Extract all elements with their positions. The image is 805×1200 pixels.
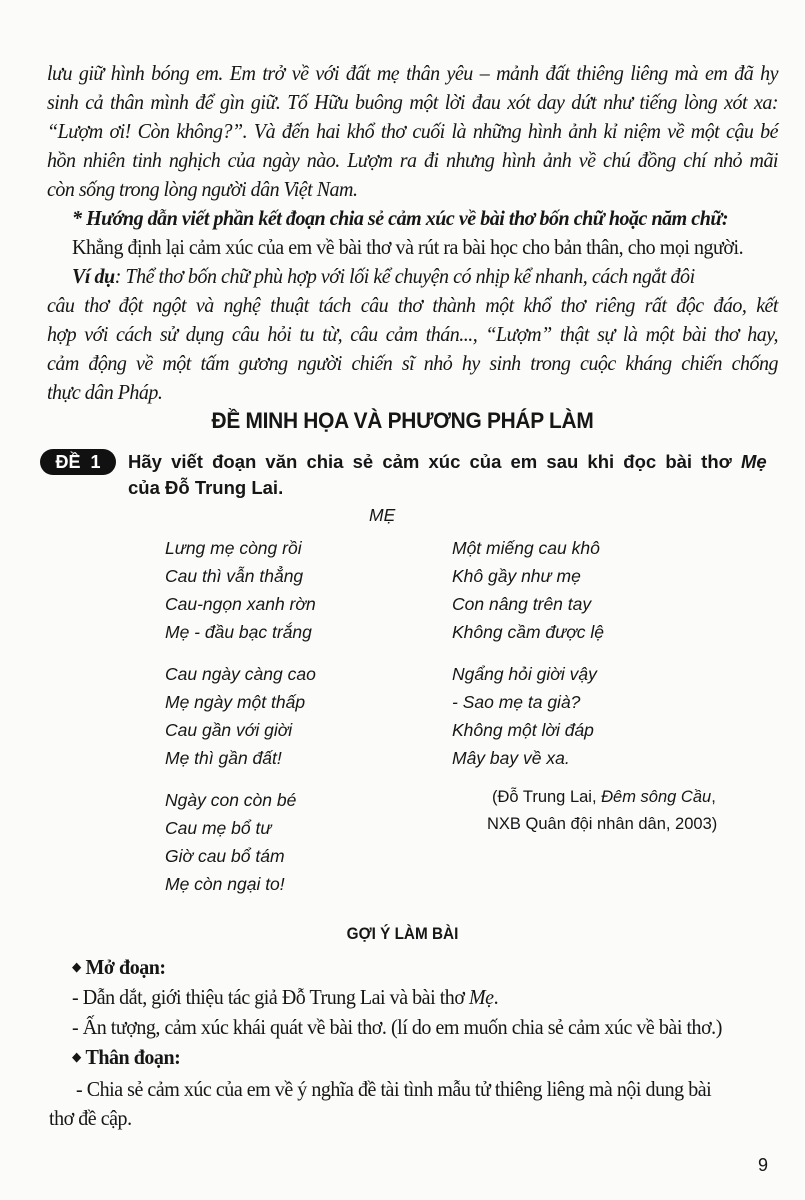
poem-line: Khô gầy như mẹ [452, 566, 581, 586]
example-first-line [72, 262, 695, 291]
poem-line: Cau-ngọn xanh rờn [165, 594, 316, 614]
poem-line: Không một lời đáp [452, 720, 594, 740]
poem-line: Cau ngày càng cao [165, 664, 316, 684]
intro-item-poem-title: Mẹ [468, 985, 494, 1009]
page-number: 9 [758, 1155, 769, 1175]
poem-line: Mẹ thì gần đất! [165, 748, 282, 768]
poem-line: Mẹ ngày một thấp [165, 692, 306, 712]
paragraph-line: sinh cả thân mình để gìn giữ. Tố Hữu buông một lời đau xót day dứt như tiếng lòng xót xa: [47, 90, 778, 114]
intro-heading [72, 953, 166, 984]
example-line: câu thơ đột ngột và nghệ thuật tách câu thơ thành một khổ thơ riêng rất độc đáo, kết [47, 293, 778, 317]
guide-instruction: Khẳng định lại cảm xúc của em về bài thơ và rút ra bài học cho bản thân, cho mọi người. [72, 235, 744, 259]
example-line: thực dân Pháp. [47, 380, 163, 404]
poem-line: Giờ cau bổ tám [165, 846, 285, 866]
poem-line: Không cầm được lệ [452, 622, 605, 642]
example-line: hợp với cách sử dụng câu hỏi tu từ, câu cảm thán..., “Lượm” thật sự là một bài thơ hay, [47, 322, 778, 346]
body-item-line: thơ đề cập. [49, 1106, 132, 1130]
paragraph-line: lưu giữ hình bóng em. Em trở về với đất mẹ thân yêu – mảnh đất thiêng liêng mà em đã hy [47, 61, 778, 85]
body-heading [72, 1043, 180, 1074]
poem-line: Cau mẹ bổ tư [165, 818, 272, 838]
poem-line: Một miếng cau khô [452, 538, 600, 558]
section-title: ĐỀ MINH HỌA VÀ PHƯƠNG PHÁP LÀM [211, 408, 594, 433]
question-text: Hãy viết đoạn văn chia sẻ cảm xúc của em sau khi đọc bài thơ [128, 451, 732, 472]
paragraph-line: còn sống trong lòng người dân Việt Nam. [47, 177, 358, 201]
intro-item [72, 983, 498, 1012]
poem-line: Ngày con còn bé [165, 790, 297, 810]
paragraph-line: hồn nhiên tinh nghịch của ngày nào. Lượm ra đi nhưng hình ảnh về chú đồng chí nhỏ mãi [47, 148, 778, 172]
intro-item-end: . [493, 985, 499, 1009]
badge-number: 1 [90, 451, 101, 472]
guide-heading: * Hướng dẫn viết phần kết đoạn chia sẻ cảm xúc về bài thơ bốn chữ hoặc năm chữ: [72, 206, 729, 230]
poem-line: Mây bay về xa. [452, 748, 570, 768]
source-comma: , [711, 788, 716, 806]
body-heading-text: Thân đoạn: [85, 1045, 181, 1069]
exercise-badge [40, 449, 116, 475]
source-line1 [492, 788, 716, 807]
poem-line: Con nâng trên tay [452, 594, 592, 614]
poem-line: - Sao mẹ ta già? [452, 692, 581, 712]
diamond-bullet-icon: ◆ [72, 1049, 81, 1064]
example-label: Ví dụ [72, 264, 115, 288]
poem-line: Mẹ - đầu bạc trắng [165, 622, 312, 642]
diamond-bullet-icon: ◆ [72, 959, 81, 974]
example-text: : Thể thơ bốn chữ phù hợp với lối kể chuyện có nhịp kể nhanh, cách ngắt đôi [114, 264, 695, 288]
example-line: cảm động về một tấm gương người chiến sĩ nhỏ hy sinh trong cuộc kháng chiến chống [47, 351, 778, 375]
exercise-question-line2: của Đỗ Trung Lai. [128, 477, 284, 498]
intro-item: - Ấn tượng, cảm xúc khái quát về bài thơ. (lí do em muốn chia sẻ cảm xúc về bài thơ.) [72, 1015, 722, 1039]
intro-heading-text: Mở đoạn: [85, 955, 166, 979]
poem-line: Cau thì vẫn thẳng [165, 566, 304, 586]
poem-title: MẸ [369, 505, 396, 525]
poem-line: Mẹ còn ngại to! [165, 874, 285, 894]
poem-line: Lưng mẹ còng rồi [165, 538, 302, 558]
source-book: Đêm sông Cầu [601, 788, 712, 806]
paragraph-line: “Lượm ơi! Còn không?”. Và đến hai khổ thơ cuối là những hình ảnh kỉ niệm về một cậu bé [47, 119, 778, 143]
question-poem-title: Mẹ [740, 451, 767, 472]
source-line2: NXB Quân đội nhân dân, 2003) [487, 815, 718, 833]
hints-title: GỢI Ý LÀM BÀI [346, 924, 459, 943]
intro-item-text: - Dẫn dắt, giới thiệu tác giả Đỗ Trung Lai và bài thơ [72, 985, 469, 1009]
body-item-line: - Chia sẻ cảm xúc của em về ý nghĩa đề tài tình mẫu tử thiêng liêng mà nội dung bài [76, 1077, 712, 1101]
exercise-question-line1 [128, 449, 767, 475]
badge-label: ĐỀ [55, 451, 81, 472]
source-author: (Đỗ Trung Lai, [492, 788, 602, 806]
poem-line: Cau gần với giời [165, 720, 293, 740]
poem-line: Ngẩng hỏi giời vậy [452, 664, 597, 684]
